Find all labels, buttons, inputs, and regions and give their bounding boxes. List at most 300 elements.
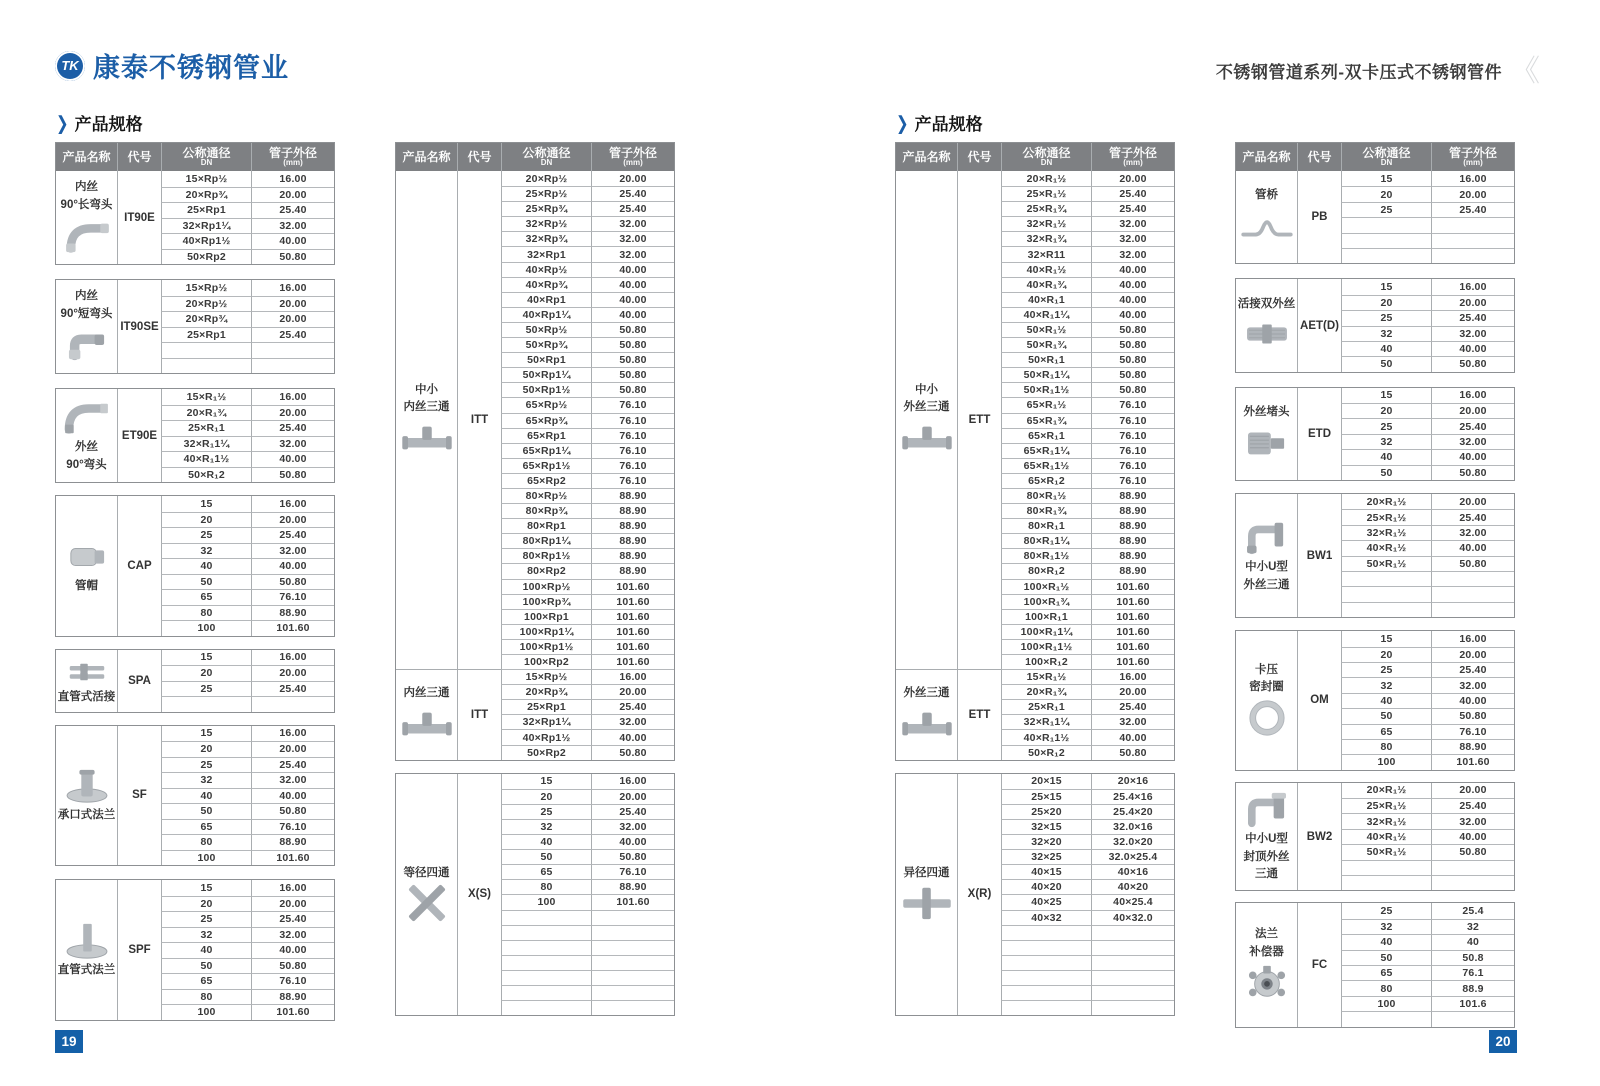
od-cell: 25.40 (251, 327, 334, 343)
dn-cell: 32×Rp1 (501, 246, 591, 261)
dn-cell: 50×Rp2 (161, 249, 251, 265)
od-cell: 50.80 (251, 958, 334, 974)
od-cell: 32.00 (1091, 231, 1174, 246)
od-cell: 32.00 (1431, 326, 1514, 341)
od-cell: 76.10 (1091, 397, 1174, 412)
dn-cell: 50×R₁½ (1341, 844, 1431, 859)
dn-cell: 15 (1341, 631, 1431, 646)
od-cell (1091, 940, 1174, 955)
od-cell: 32.0×16 (1091, 819, 1174, 834)
od-cell: 16.00 (251, 280, 334, 296)
od-cell: 25.40 (1431, 798, 1514, 813)
dn-cell: 25×Rp1 (161, 202, 251, 218)
od-cell: 16.00 (251, 389, 334, 405)
od-cell: 25.4×16 (1091, 789, 1174, 804)
od-cell: 20.00 (1431, 186, 1514, 201)
dn-cell: 25×Rp½ (501, 186, 591, 201)
od-cell: 50.80 (1431, 708, 1514, 723)
od-cell: 50.80 (251, 574, 334, 590)
dn-cell (1001, 985, 1091, 1000)
nipple-icon (1240, 315, 1294, 353)
dn-cell: 15×Rp½ (501, 669, 591, 684)
tee-icon (900, 705, 954, 743)
od-cell: 16.00 (1431, 631, 1514, 646)
od-cell: 101.60 (1091, 624, 1174, 639)
spec-table (1235, 782, 1515, 892)
od-cell: 20.00 (1091, 684, 1174, 699)
dn-cell (1341, 586, 1431, 601)
dn-cell: 65×Rp1¼ (501, 443, 591, 458)
dn-cell: 40×R₁¾ (1001, 277, 1091, 292)
code-cell: ETD (1297, 388, 1341, 480)
spec-table (1235, 387, 1515, 481)
od-cell (1431, 1011, 1514, 1026)
product-name: 密封圈 (1249, 681, 1284, 694)
product-name: 直管式法兰 (57, 963, 116, 976)
column-header-dn: 公称通径 DN (1001, 143, 1091, 171)
product-cell (396, 669, 457, 760)
dn-cell: 20 (1341, 295, 1431, 310)
dn-cell: 100 (1341, 754, 1431, 769)
code-cell: SPA (117, 650, 161, 712)
od-cell: 32.0×20 (1091, 834, 1174, 849)
od-cell: 101.60 (1091, 579, 1174, 594)
od-cell: 25.40 (1091, 699, 1174, 714)
od-cell: 16.00 (251, 880, 334, 896)
od-cell: 50.80 (1431, 356, 1514, 371)
spec-table (55, 279, 335, 374)
od-cell (251, 358, 334, 374)
od-cell: 20.00 (1091, 171, 1174, 186)
dn-cell: 25 (161, 911, 251, 927)
dn-cell: 20×R₁½ (1001, 171, 1091, 186)
od-cell: 32.00 (1431, 813, 1514, 828)
od-cell: 50.80 (591, 367, 674, 382)
cross-diagonal-icon (400, 884, 454, 922)
section-heading-right (896, 110, 983, 135)
product-name: 活接双外丝 (1237, 297, 1296, 310)
product-name: 补偿器 (1249, 945, 1284, 958)
dn-cell: 100×Rp2 (501, 654, 591, 669)
dn-cell (1001, 1000, 1091, 1015)
od-cell: 50.80 (591, 849, 674, 864)
dn-cell: 25×R₁½ (1341, 509, 1431, 524)
dn-cell: 50 (501, 849, 591, 864)
dn-cell: 25 (1341, 662, 1431, 677)
spec-table (1235, 902, 1515, 1027)
od-cell: 40 (1431, 934, 1514, 949)
dn-cell: 50×R₁½ (1341, 556, 1431, 571)
od-cell: 25.40 (251, 681, 334, 697)
dn-cell: 100×R₁½ (1001, 579, 1091, 594)
od-cell (1431, 248, 1514, 263)
od-cell: 101.60 (251, 620, 334, 636)
section-heading-text: 产品规格 (74, 115, 143, 134)
od-cell: 76.10 (591, 458, 674, 473)
dn-cell: 40×R₁1½ (1001, 729, 1091, 744)
od-cell: 32.00 (591, 246, 674, 261)
product-cell (396, 171, 457, 669)
od-cell: 88.90 (251, 605, 334, 621)
od-cell (1431, 875, 1514, 890)
od-cell (1431, 233, 1514, 248)
dn-cell: 100×R₁¾ (1001, 594, 1091, 609)
od-cell: 16.00 (1431, 388, 1514, 403)
dn-cell: 50 (1341, 708, 1431, 723)
dn-cell: 65×Rp2 (501, 473, 591, 488)
dn-cell: 20×R₁½ (1341, 783, 1431, 798)
od-cell: 25.40 (591, 201, 674, 216)
od-cell: 76.10 (591, 428, 674, 443)
dn-cell: 40×R₁½ (1341, 540, 1431, 555)
dn-cell (1341, 233, 1431, 248)
od-cell: 88.90 (1091, 503, 1174, 518)
product-cell (1236, 903, 1297, 1026)
od-cell: 32.0×25.4 (1091, 849, 1174, 864)
dn-cell (1341, 217, 1431, 232)
dn-cell: 32×25 (1001, 849, 1091, 864)
dn-cell: 32 (161, 772, 251, 788)
dn-cell: 25 (1341, 903, 1431, 918)
cross-icon (900, 884, 954, 922)
dn-cell: 32×R₁½ (1341, 813, 1431, 828)
od-cell: 25.40 (251, 527, 334, 543)
dn-cell: 65 (501, 864, 591, 879)
od-cell: 50.80 (591, 337, 674, 352)
od-cell: 50.80 (1091, 322, 1174, 337)
product-name: 外丝三通 (903, 687, 950, 700)
dn-cell (1001, 970, 1091, 985)
dn-cell: 80×R₁2 (1001, 563, 1091, 578)
code-cell: BW2 (1297, 783, 1341, 891)
dn-cell (501, 925, 591, 940)
dn-cell: 80×Rp1½ (501, 548, 591, 563)
od-cell: 88.90 (1091, 518, 1174, 533)
od-cell: 25.4 (1431, 903, 1514, 918)
dn-cell: 32×R₁¾ (1001, 231, 1091, 246)
od-cell: 32 (1431, 919, 1514, 934)
spec-table (55, 495, 335, 637)
od-cell (1091, 925, 1174, 940)
od-cell (1431, 571, 1514, 586)
od-cell: 40.00 (1091, 292, 1174, 307)
dn-cell: 25×Rp1 (161, 327, 251, 343)
dn-cell: 65×Rp1 (501, 428, 591, 443)
od-cell: 50.80 (1091, 382, 1174, 397)
od-cell: 16.00 (591, 669, 674, 684)
od-cell: 50.80 (251, 803, 334, 819)
code-cell: CAP (117, 496, 161, 636)
od-cell: 25.40 (1431, 310, 1514, 325)
od-cell: 88.90 (591, 548, 674, 563)
od-cell: 50.80 (1431, 465, 1514, 480)
od-cell: 32.00 (1091, 216, 1174, 231)
code-cell: FC (1297, 903, 1341, 1026)
dn-cell: 20×Rp¾ (161, 187, 251, 203)
od-cell: 76.1 (1431, 965, 1514, 980)
dn-cell: 15×R₁½ (161, 389, 251, 405)
od-cell: 25.40 (1431, 202, 1514, 217)
dn-cell: 40 (1341, 449, 1431, 464)
dn-cell (1341, 248, 1431, 263)
product-name: 外丝 (75, 440, 98, 453)
dn-cell: 40×32 (1001, 910, 1091, 925)
product-name: 外丝三通 (903, 401, 950, 414)
dn-cell: 65×Rp1½ (501, 458, 591, 473)
dn-cell: 100×R₁1 (1001, 609, 1091, 624)
od-cell: 101.60 (591, 654, 674, 669)
dn-cell: 32×R₁1¼ (1001, 714, 1091, 729)
dn-cell: 100 (1341, 996, 1431, 1011)
od-cell (251, 342, 334, 358)
od-cell: 40.00 (591, 729, 674, 744)
dn-cell: 20 (161, 665, 251, 681)
od-cell (591, 940, 674, 955)
dn-cell: 32 (161, 927, 251, 943)
oring-icon (1240, 699, 1294, 737)
column-header-od: 管子外径 (mm) (251, 143, 334, 171)
od-cell (591, 1000, 674, 1015)
od-cell: 50.80 (1431, 556, 1514, 571)
od-cell: 88.90 (591, 488, 674, 503)
od-cell: 40.00 (1091, 277, 1174, 292)
dn-cell: 25×R₁½ (1001, 186, 1091, 201)
product-name: 外丝堵头 (1243, 406, 1290, 419)
product-name: 卡压 (1255, 663, 1278, 676)
dn-cell: 40×Rp½ (501, 262, 591, 277)
product-cell (1236, 171, 1297, 263)
product-name: 承口式法兰 (57, 809, 116, 822)
dn-cell: 32 (501, 819, 591, 834)
dn-cell: 25 (1341, 202, 1431, 217)
dn-cell: 32×Rp1¼ (501, 714, 591, 729)
od-cell: 88.90 (1091, 488, 1174, 503)
od-cell: 88.90 (1091, 548, 1174, 563)
plug-icon (1240, 424, 1294, 462)
dn-cell: 40 (1341, 693, 1431, 708)
dn-cell: 50 (1341, 465, 1431, 480)
dn-cell: 25 (1341, 418, 1431, 433)
spec-table (895, 773, 1175, 1017)
dn-cell: 20 (161, 896, 251, 912)
dn-cell: 40 (1341, 934, 1431, 949)
dn-cell (1001, 955, 1091, 970)
dn-cell: 40×Rp1 (501, 292, 591, 307)
u-tee-capped-icon (1240, 791, 1294, 829)
union-icon (60, 657, 114, 687)
od-cell (591, 910, 674, 925)
compensator-icon (1240, 963, 1294, 1001)
dn-cell: 80 (161, 605, 251, 621)
dn-cell: 50×R₁1¼ (1001, 367, 1091, 382)
flange-straight-icon (60, 922, 114, 960)
code-cell: BW1 (1297, 494, 1341, 617)
dn-cell: 25×20 (1001, 804, 1091, 819)
column-header-code: 代号 (457, 143, 501, 171)
dn-cell: 32×Rp½ (501, 216, 591, 231)
column-header-code: 代号 (957, 143, 1001, 171)
od-cell: 25.40 (1431, 662, 1514, 677)
dn-cell: 100×R₁1½ (1001, 639, 1091, 654)
od-cell: 20.00 (251, 405, 334, 421)
dn-cell: 65×R₁2 (1001, 473, 1091, 488)
dn-cell: 50 (1341, 356, 1431, 371)
od-cell: 101.60 (591, 639, 674, 654)
od-cell: 16.00 (251, 496, 334, 512)
od-cell: 76.10 (591, 443, 674, 458)
dn-cell: 65×R₁½ (1001, 397, 1091, 412)
od-cell: 50.80 (1091, 367, 1174, 382)
product-name: 中小 (915, 383, 938, 396)
chevron-left-icon: 《 (1510, 55, 1540, 88)
dn-cell (1341, 875, 1431, 890)
od-cell: 101.60 (1091, 594, 1174, 609)
spec-table (55, 388, 335, 483)
od-cell: 101.60 (591, 624, 674, 639)
od-cell: 88.90 (251, 834, 334, 850)
od-cell: 32.00 (591, 819, 674, 834)
product-name: 管桥 (1255, 189, 1278, 202)
od-cell: 76.10 (1091, 428, 1174, 443)
dn-cell: 32×Rp¾ (501, 231, 591, 246)
dn-cell (501, 1000, 591, 1015)
od-cell: 16.00 (1091, 669, 1174, 684)
dn-cell: 40×Rp1½ (501, 729, 591, 744)
od-cell: 32.00 (1431, 434, 1514, 449)
dn-cell: 32 (1341, 434, 1431, 449)
dn-cell: 50×R₁¾ (1001, 337, 1091, 352)
od-cell: 101.60 (251, 1004, 334, 1020)
od-cell: 88.90 (1091, 563, 1174, 578)
dn-cell: 50×Rp2 (501, 745, 591, 760)
product-cell (1236, 494, 1297, 617)
elbow-male-icon (60, 399, 114, 437)
dn-cell (501, 955, 591, 970)
elbow-short-icon (60, 325, 114, 363)
dn-cell: 40×25 (1001, 894, 1091, 909)
product-name: 中小U型 (1245, 833, 1288, 846)
od-cell: 40×32.0 (1091, 910, 1174, 925)
od-cell: 32.00 (251, 436, 334, 452)
od-cell: 32.00 (591, 714, 674, 729)
dn-cell: 50×R₁2 (161, 467, 251, 483)
product-name: 内丝 (75, 289, 98, 302)
dn-cell: 20×Rp¾ (161, 311, 251, 327)
dn-cell: 32×R₁1¼ (161, 436, 251, 452)
code-cell: X(R) (957, 774, 1001, 1016)
od-cell: 16.00 (251, 171, 334, 187)
column-header-dn: 公称通径 DN (1341, 143, 1431, 171)
od-cell: 32.00 (1431, 525, 1514, 540)
product-cell (1236, 388, 1297, 480)
cap-icon (60, 538, 114, 576)
od-cell: 25.40 (251, 202, 334, 218)
dn-cell: 20 (501, 789, 591, 804)
dn-cell: 25 (161, 757, 251, 773)
od-cell: 40.00 (251, 558, 334, 574)
od-cell: 50.80 (591, 352, 674, 367)
spec-table (1235, 493, 1515, 618)
dn-cell: 80×Rp2 (501, 563, 591, 578)
dn-cell: 80 (1341, 980, 1431, 995)
od-cell: 101.60 (591, 894, 674, 909)
od-cell: 40.00 (591, 262, 674, 277)
product-name: 三通 (1255, 868, 1278, 881)
dn-cell: 40×R₁1½ (161, 451, 251, 467)
dn-cell: 32×20 (1001, 834, 1091, 849)
od-cell (1091, 985, 1174, 1000)
dn-cell: 100×Rp½ (501, 579, 591, 594)
od-cell: 32.00 (251, 927, 334, 943)
dn-cell: 100×R₁1¼ (1001, 624, 1091, 639)
product-name: 内丝三通 (403, 401, 450, 414)
od-cell: 50.80 (251, 467, 334, 483)
dn-cell: 15 (1341, 388, 1431, 403)
product-name: 内丝三通 (403, 687, 450, 700)
od-cell: 32.00 (591, 231, 674, 246)
code-cell: ET90E (117, 389, 161, 482)
table-column (1235, 142, 1515, 1028)
od-cell: 40×20 (1091, 879, 1174, 894)
dn-cell: 40×20 (1001, 879, 1091, 894)
dn-cell: 65×Rp¾ (501, 413, 591, 428)
product-cell (56, 280, 117, 373)
od-cell (1431, 860, 1514, 875)
od-cell: 40.00 (591, 307, 674, 322)
dn-cell: 15 (1341, 279, 1431, 294)
od-cell (1431, 586, 1514, 601)
dn-cell: 50×R₁2 (1001, 745, 1091, 760)
od-cell: 32.00 (251, 772, 334, 788)
dn-cell (1341, 860, 1431, 875)
od-cell: 88.90 (591, 503, 674, 518)
spec-table (55, 725, 335, 867)
dn-cell (161, 696, 251, 712)
product-cell (56, 650, 117, 712)
od-cell (591, 970, 674, 985)
product-name: 中小 (415, 383, 438, 396)
dn-cell (1001, 925, 1091, 940)
od-cell: 50.8 (1431, 950, 1514, 965)
od-cell: 32.00 (1091, 714, 1174, 729)
od-cell (1431, 602, 1514, 617)
dn-cell: 100×Rp1¼ (501, 624, 591, 639)
dn-cell: 40×R₁½ (1001, 262, 1091, 277)
dn-cell: 80×Rp1¼ (501, 533, 591, 548)
od-cell: 50.80 (591, 322, 674, 337)
od-cell: 76.10 (1431, 724, 1514, 739)
od-cell: 101.60 (1091, 609, 1174, 624)
dn-cell: 80 (1341, 739, 1431, 754)
od-cell: 20.00 (1431, 494, 1514, 509)
od-cell (591, 955, 674, 970)
od-cell: 101.6 (1431, 996, 1514, 1011)
od-cell: 16.00 (1431, 279, 1514, 294)
dn-cell: 32×R11 (1001, 246, 1091, 261)
dn-cell (1341, 602, 1431, 617)
od-cell: 88.90 (591, 563, 674, 578)
dn-cell: 25×15 (1001, 789, 1091, 804)
spec-table (395, 773, 675, 1017)
od-cell: 40.00 (251, 233, 334, 249)
dn-cell: 25 (501, 804, 591, 819)
dn-cell: 65 (161, 819, 251, 835)
od-cell: 25.40 (1431, 509, 1514, 524)
dn-cell: 50×Rp¾ (501, 337, 591, 352)
dn-cell: 65×R₁1½ (1001, 458, 1091, 473)
dn-cell: 25 (161, 681, 251, 697)
od-cell: 20.00 (251, 665, 334, 681)
